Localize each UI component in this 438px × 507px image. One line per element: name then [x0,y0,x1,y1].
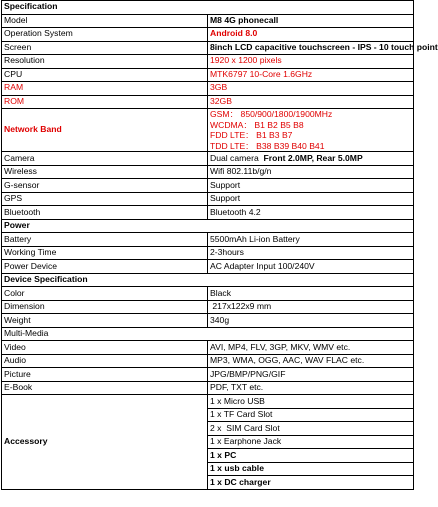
os-label: Operation System [2,28,208,42]
working-time-label: Working Time [2,246,208,260]
spec-title: Specification [2,1,414,15]
section-row [2,219,414,233]
gps-label: GPS [2,192,208,206]
accessory-dc-charger: 1 x DC charger [208,476,414,490]
specification-table [1,0,438,490]
power-device-value: AC Adapter Input 100/240V [208,260,414,274]
battery-label: Battery [2,233,208,247]
power-heading: Power [2,219,414,233]
network-band-value [208,109,414,152]
table-row [2,165,414,179]
table-row [2,381,414,395]
camera-value-prefix: Dual camera [210,152,264,163]
section-row [2,273,414,287]
table-row [2,341,414,355]
table-row [2,314,414,328]
network-band-label: Network Band [2,109,208,152]
rom-value: 32GB [208,95,414,109]
table-row [2,95,414,109]
wireless-value: Wifi 802.11b/g/n [208,165,414,179]
table-row [2,55,414,69]
dimension-value: 217x122x9 mm [208,300,414,314]
table-row [2,287,414,301]
interface-tf-card: 1 x TF Card Slot [208,408,414,422]
gsensor-value: Support [208,179,414,193]
table-row [2,41,414,55]
table-row [2,68,414,82]
battery-value: 5500mAh Li-ion Battery [208,233,414,247]
screen-label: Screen [2,41,208,55]
table-row [2,28,414,42]
color-label: Color [2,287,208,301]
accessory-usb-cable: 1 x usb cable [208,462,414,476]
table-row [2,260,414,274]
network-gsm: GSM： 850/900/1800/1900MHz [210,109,333,119]
resolution-label: Resolution [2,55,208,69]
accessory-label: Accessory [2,395,208,490]
network-wcdma: WCDMA： B1 B2 B5 B8 [210,119,304,130]
table-row [2,206,414,220]
dimension-label: Dimension [2,300,208,314]
camera-value-bold: Front 2.0MP, Rear 5.0MP [263,152,363,163]
audio-value: MP3, WMA, OGG, AAC, WAV FLAC etc. [208,354,414,368]
device-heading: Device Specification [2,273,414,287]
table-row [2,233,414,247]
model-value: M8 4G phonecall [208,14,414,28]
table-row [2,300,414,314]
video-value: AVI, MP4, FLV, 3GP, MKV, WMV etc. [208,341,414,355]
gsensor-label: G-sensor [2,179,208,193]
multimedia-heading: Multi-Media [2,327,414,341]
table-row [2,246,414,260]
os-value: Android 8.0 [208,28,414,42]
camera-value [208,152,414,166]
video-label: Video [2,341,208,355]
table-row [2,109,414,152]
resolution-value: 1920 x 1200 pixels [208,55,414,69]
ebook-label: E-Book [2,381,208,395]
ram-value: 3GB [208,82,414,96]
cpu-value: MTK6797 10-Core 1.6GHz [208,68,414,82]
model-label: Model [2,14,208,28]
interface-micro-usb: 1 x Micro USB [208,395,414,409]
network-tdd-lte: TDD LTE： B38 B39 B40 B41 [210,140,325,151]
ram-label: RAM [2,82,208,96]
table-row [2,368,414,382]
weight-label: Weight [2,314,208,328]
table-row [2,14,414,28]
bluetooth-value: Bluetooth 4.2 [208,206,414,220]
picture-value: JPG/BMP/PNG/GIF [208,368,414,382]
accessory-pc: 1 x PC [208,449,414,463]
table-row [2,179,414,193]
cpu-label: CPU [2,68,208,82]
wireless-label: Wireless [2,165,208,179]
audio-label: Audio [2,354,208,368]
screen-value: 8inch LCD capacitive touchscreen - IPS - 10 touch point [208,41,414,55]
power-device-label: Power Device [2,260,208,274]
gps-value: Support [208,192,414,206]
table-row [2,152,414,166]
ebook-value: PDF, TXT etc. [208,381,414,395]
color-value: Black [208,287,414,301]
camera-label: Camera [2,152,208,166]
rom-label: ROM [2,95,208,109]
table-row [2,354,414,368]
interface-sim-card: 2 x SIM Card Slot [208,422,414,436]
picture-label: Picture [2,368,208,382]
network-fdd-lte: FDD LTE： B1 B3 B7 [210,130,293,141]
weight-value: 340g [208,314,414,328]
table-row [2,82,414,96]
table-row [2,192,414,206]
section-row [2,327,414,341]
table-row [2,395,414,409]
bluetooth-label: Bluetooth [2,206,208,220]
interface-earphone: 1 x Earphone Jack [208,435,414,449]
title-row [2,1,414,15]
working-time-value: 2-3hours [208,246,414,260]
